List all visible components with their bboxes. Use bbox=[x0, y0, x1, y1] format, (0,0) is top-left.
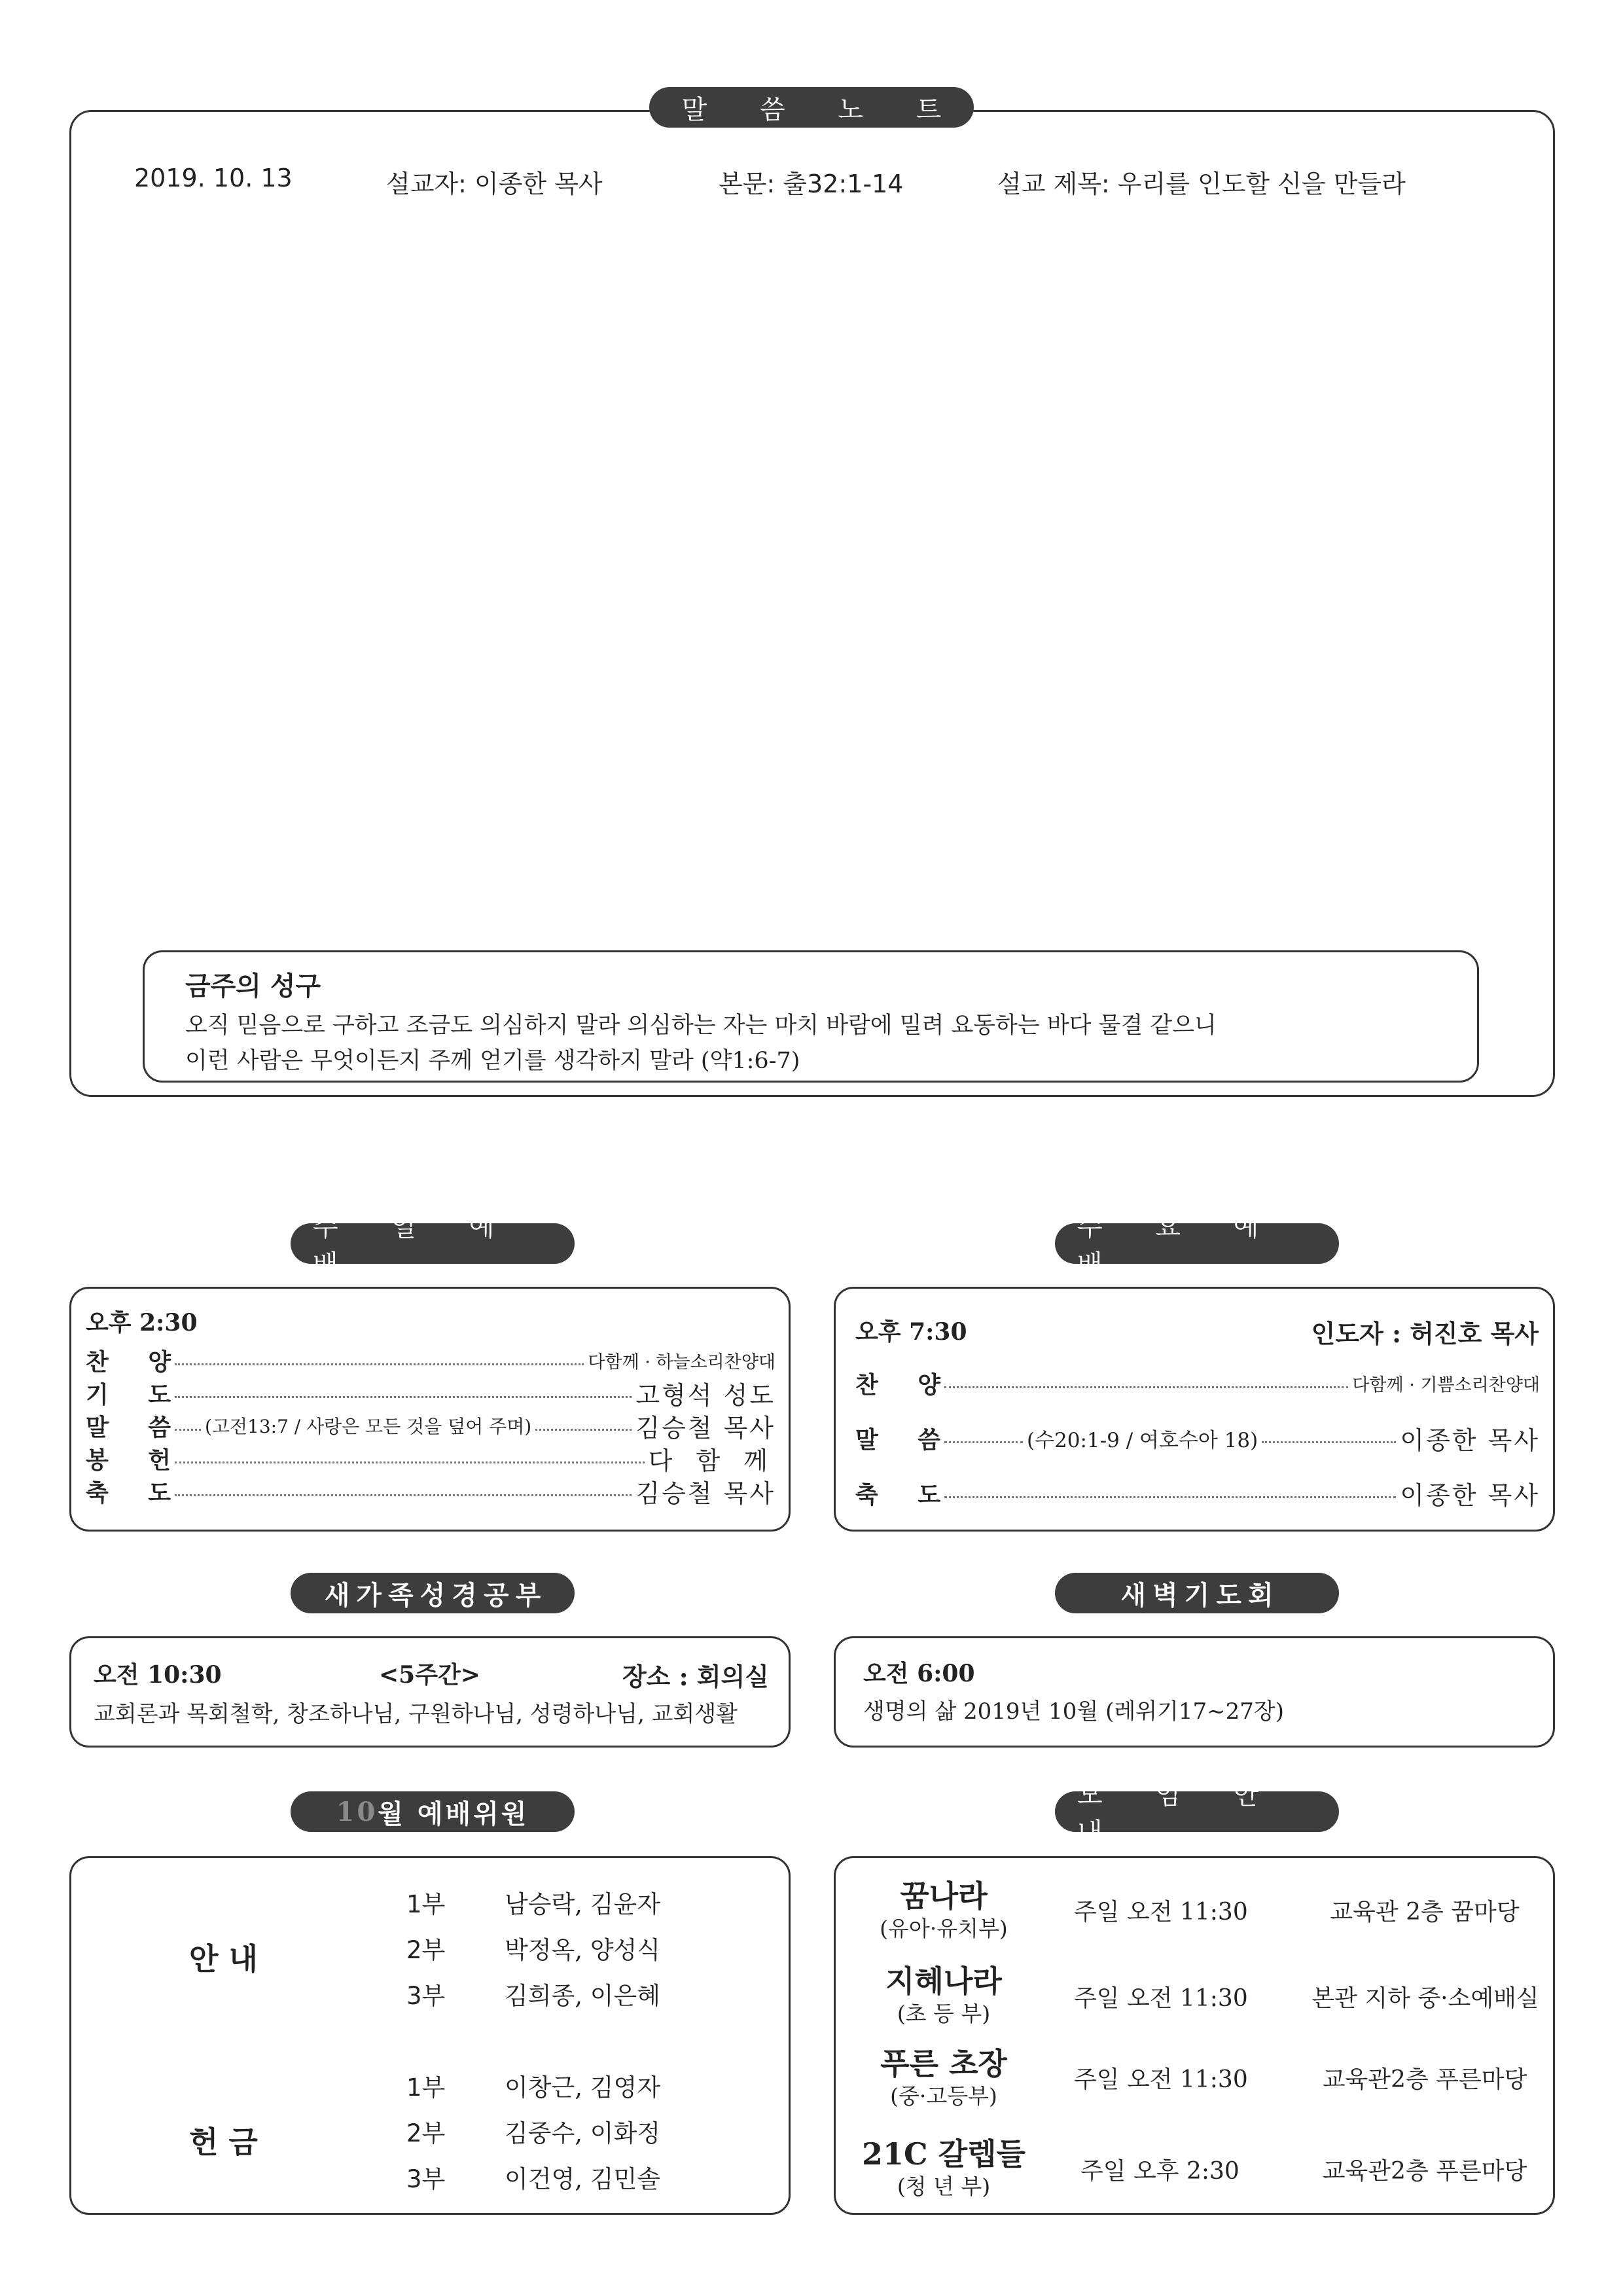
wednesday-row bbox=[855, 1475, 1540, 1511]
servant-part: 2부 bbox=[406, 2119, 446, 2147]
row-label-a: 축 bbox=[855, 1480, 878, 1509]
sunday-row bbox=[86, 1409, 776, 1442]
row-label-b: 양 bbox=[148, 1348, 171, 1376]
servant-names: 이창근, 김영자 bbox=[505, 2073, 660, 2102]
servant-row bbox=[406, 1930, 445, 1965]
family-study-title: 새가족성경공부 bbox=[291, 1573, 575, 1613]
row-label-a: 봉 bbox=[86, 1446, 109, 1474]
servant-names: 박정옥, 양성식 bbox=[505, 1936, 660, 1964]
meeting-place: 교육관2층 푸른마당 bbox=[1322, 2066, 1527, 2093]
servant-part: 2부 bbox=[406, 1936, 446, 1964]
meeting-name: 지혜나라 bbox=[885, 1964, 1002, 1999]
meeting-place: 교육관2층 푸른마당 bbox=[1322, 2158, 1527, 2185]
dotted-leader bbox=[175, 1429, 201, 1431]
meeting-sub: (초 등 부) bbox=[897, 2001, 991, 2026]
wednesday-row bbox=[855, 1365, 1540, 1401]
sunday-worship-box bbox=[69, 1287, 791, 1532]
sermon-title: 설교 제목: 우리를 인도할 신을 만들라 bbox=[997, 170, 1406, 198]
meeting-time: 주일 오후 2:30 bbox=[1080, 2158, 1240, 2185]
meeting-place: 본관 지하 중·소예배실 bbox=[1311, 1985, 1539, 2012]
dotted-leader bbox=[175, 1363, 584, 1365]
row-label-b: 도 bbox=[148, 1380, 171, 1408]
servants-title bbox=[291, 1791, 575, 1832]
servant-row bbox=[406, 1884, 445, 1920]
meeting-sub: (유아·유치부) bbox=[880, 1916, 1008, 1941]
sermon-date: 2019. 10. 13 bbox=[134, 164, 293, 192]
meeting-name: 꿈나라 bbox=[900, 1878, 988, 1914]
servants-title-month: 10 bbox=[336, 1796, 378, 1827]
row-value: 다함께 · 기쁨소리찬양대 bbox=[1352, 1374, 1540, 1395]
sunday-row bbox=[86, 1475, 776, 1507]
servants-box bbox=[69, 1856, 791, 2215]
dotted-leader bbox=[175, 1396, 632, 1398]
row-label-a: 말 bbox=[855, 1426, 878, 1454]
family-study-box bbox=[69, 1636, 791, 1748]
meeting-time: 주일 오전 11:30 bbox=[1074, 1985, 1248, 2012]
wednesday-worship-box bbox=[834, 1287, 1555, 1532]
row-label-b: 도 bbox=[918, 1480, 940, 1509]
row-value: 이종한 목사 bbox=[1400, 1426, 1540, 1455]
family-study-place: 장소 : 회의실 bbox=[622, 1662, 769, 1691]
dotted-leader bbox=[944, 1496, 1396, 1498]
servant-part: 3부 bbox=[406, 1982, 446, 2010]
memory-verse-title: 금주의 성구 bbox=[185, 971, 321, 1001]
row-label-b: 씀 bbox=[148, 1413, 171, 1441]
row-label-a: 축 bbox=[86, 1479, 109, 1507]
servant-part: 1부 bbox=[406, 2073, 446, 2102]
servant-row bbox=[406, 2068, 445, 2103]
sermon-note-title: 말 씀 노 트 bbox=[649, 87, 974, 128]
sermon-note-box bbox=[69, 110, 1555, 1097]
servants-title-text: 월 예배위원 bbox=[378, 1798, 529, 1829]
meeting-time: 주일 오전 11:30 bbox=[1074, 2066, 1248, 2093]
row-value: 김승철 목사 bbox=[635, 1413, 776, 1443]
wednesday-worship-title: 수 요 예 배 bbox=[1055, 1223, 1339, 1264]
dotted-leader bbox=[175, 1462, 645, 1463]
meetings-box bbox=[834, 1856, 1555, 2215]
row-label-b: 씀 bbox=[918, 1426, 940, 1454]
row-label-b: 도 bbox=[148, 1479, 171, 1507]
sermon-preacher: 설교자: 이종한 목사 bbox=[386, 170, 603, 198]
sunday-row bbox=[86, 1344, 776, 1376]
meeting-time: 주일 오전 11:30 bbox=[1074, 1899, 1248, 1926]
wednesday-worship-time: 오후 7:30 bbox=[855, 1318, 967, 1346]
row-label-b: 헌 bbox=[148, 1446, 171, 1474]
row-description: (수20:1-9 / 여호수아 18) bbox=[1027, 1428, 1258, 1452]
dawn-prayer-time: 오전 6:00 bbox=[863, 1660, 975, 1687]
wednesday-row bbox=[855, 1420, 1540, 1456]
family-study-duration: <5주간> bbox=[379, 1661, 480, 1689]
sunday-row bbox=[86, 1376, 776, 1409]
dotted-leader bbox=[1262, 1441, 1396, 1443]
dawn-prayer-text: 생명의 삶 2019년 10월 (레위기17~27장) bbox=[863, 1698, 1285, 1725]
servant-row bbox=[406, 2113, 445, 2149]
sermon-scripture: 본문: 출32:1-14 bbox=[719, 170, 904, 198]
servant-row bbox=[406, 1976, 445, 2011]
row-value: 고형석 성도 bbox=[635, 1380, 776, 1410]
servant-row bbox=[406, 2159, 445, 2195]
servant-part: 1부 bbox=[406, 1890, 446, 1918]
row-description: (고전13:7 / 사랑은 모든 것을 덮어 주며) bbox=[205, 1416, 532, 1437]
sunday-worship-time: 오후 2:30 bbox=[86, 1309, 198, 1336]
memory-verse-line-1: 오직 믿음으로 구하고 조금도 의심하지 말라 의심하는 자는 마치 바람에 밀려 요동하는 바다 물결 같으니 bbox=[185, 1013, 1217, 1039]
meeting-name: 푸른 초장 bbox=[880, 2046, 1007, 2081]
sunday-worship-title: 주 일 예 배 bbox=[291, 1223, 575, 1264]
row-label-a: 기 bbox=[86, 1380, 109, 1408]
dawn-prayer-title: 새벽기도회 bbox=[1055, 1573, 1339, 1613]
meeting-place: 교육관 2층 꿈마당 bbox=[1330, 1899, 1520, 1926]
servant-part: 3부 bbox=[406, 2165, 446, 2193]
dotted-leader bbox=[535, 1429, 632, 1431]
meeting-sub: (청 년 부) bbox=[897, 2174, 991, 2199]
group-name-offering: 헌 금 bbox=[189, 2125, 258, 2160]
dotted-leader bbox=[944, 1441, 1023, 1443]
dawn-prayer-box bbox=[834, 1636, 1555, 1748]
group-name-usher: 안 내 bbox=[189, 1941, 258, 1977]
dotted-leader bbox=[944, 1386, 1348, 1388]
row-label-b: 양 bbox=[918, 1371, 940, 1399]
memory-verse-line-2: 이런 사람은 무엇이든지 주께 얻기를 생각하지 말라 (약1:6-7) bbox=[185, 1048, 800, 1074]
row-value: 다 함 께 bbox=[648, 1446, 776, 1475]
servant-names: 이건영, 김민솔 bbox=[505, 2165, 660, 2193]
memory-verse-box bbox=[143, 950, 1479, 1083]
meeting-sub: (중·고등부) bbox=[890, 2083, 997, 2109]
meetings-title: 모 임 안 내 bbox=[1055, 1791, 1339, 1832]
wednesday-worship-leader: 인도자 : 허진호 목사 bbox=[1311, 1319, 1539, 1348]
row-label-a: 말 bbox=[86, 1413, 109, 1441]
family-study-time: 오전 10:30 bbox=[94, 1661, 222, 1689]
family-study-topics: 교회론과 목회철학, 창조하나님, 구원하나님, 성령하나님, 교회생활 bbox=[94, 1701, 738, 1727]
servant-names: 남승락, 김윤자 bbox=[505, 1890, 660, 1918]
row-value: 김승철 목사 bbox=[635, 1479, 776, 1508]
row-value: 이종한 목사 bbox=[1400, 1480, 1540, 1510]
row-label-a: 찬 bbox=[855, 1371, 878, 1399]
servant-names: 김중수, 이화정 bbox=[505, 2119, 660, 2147]
sunday-row bbox=[86, 1442, 776, 1475]
row-value: 다함께 · 하늘소리찬양대 bbox=[588, 1352, 776, 1372]
dotted-leader bbox=[175, 1494, 632, 1496]
servant-names: 김희종, 이은혜 bbox=[505, 1982, 660, 2010]
row-label-a: 찬 bbox=[86, 1348, 109, 1376]
meeting-name: 21C 갈렙들 bbox=[862, 2136, 1026, 2172]
